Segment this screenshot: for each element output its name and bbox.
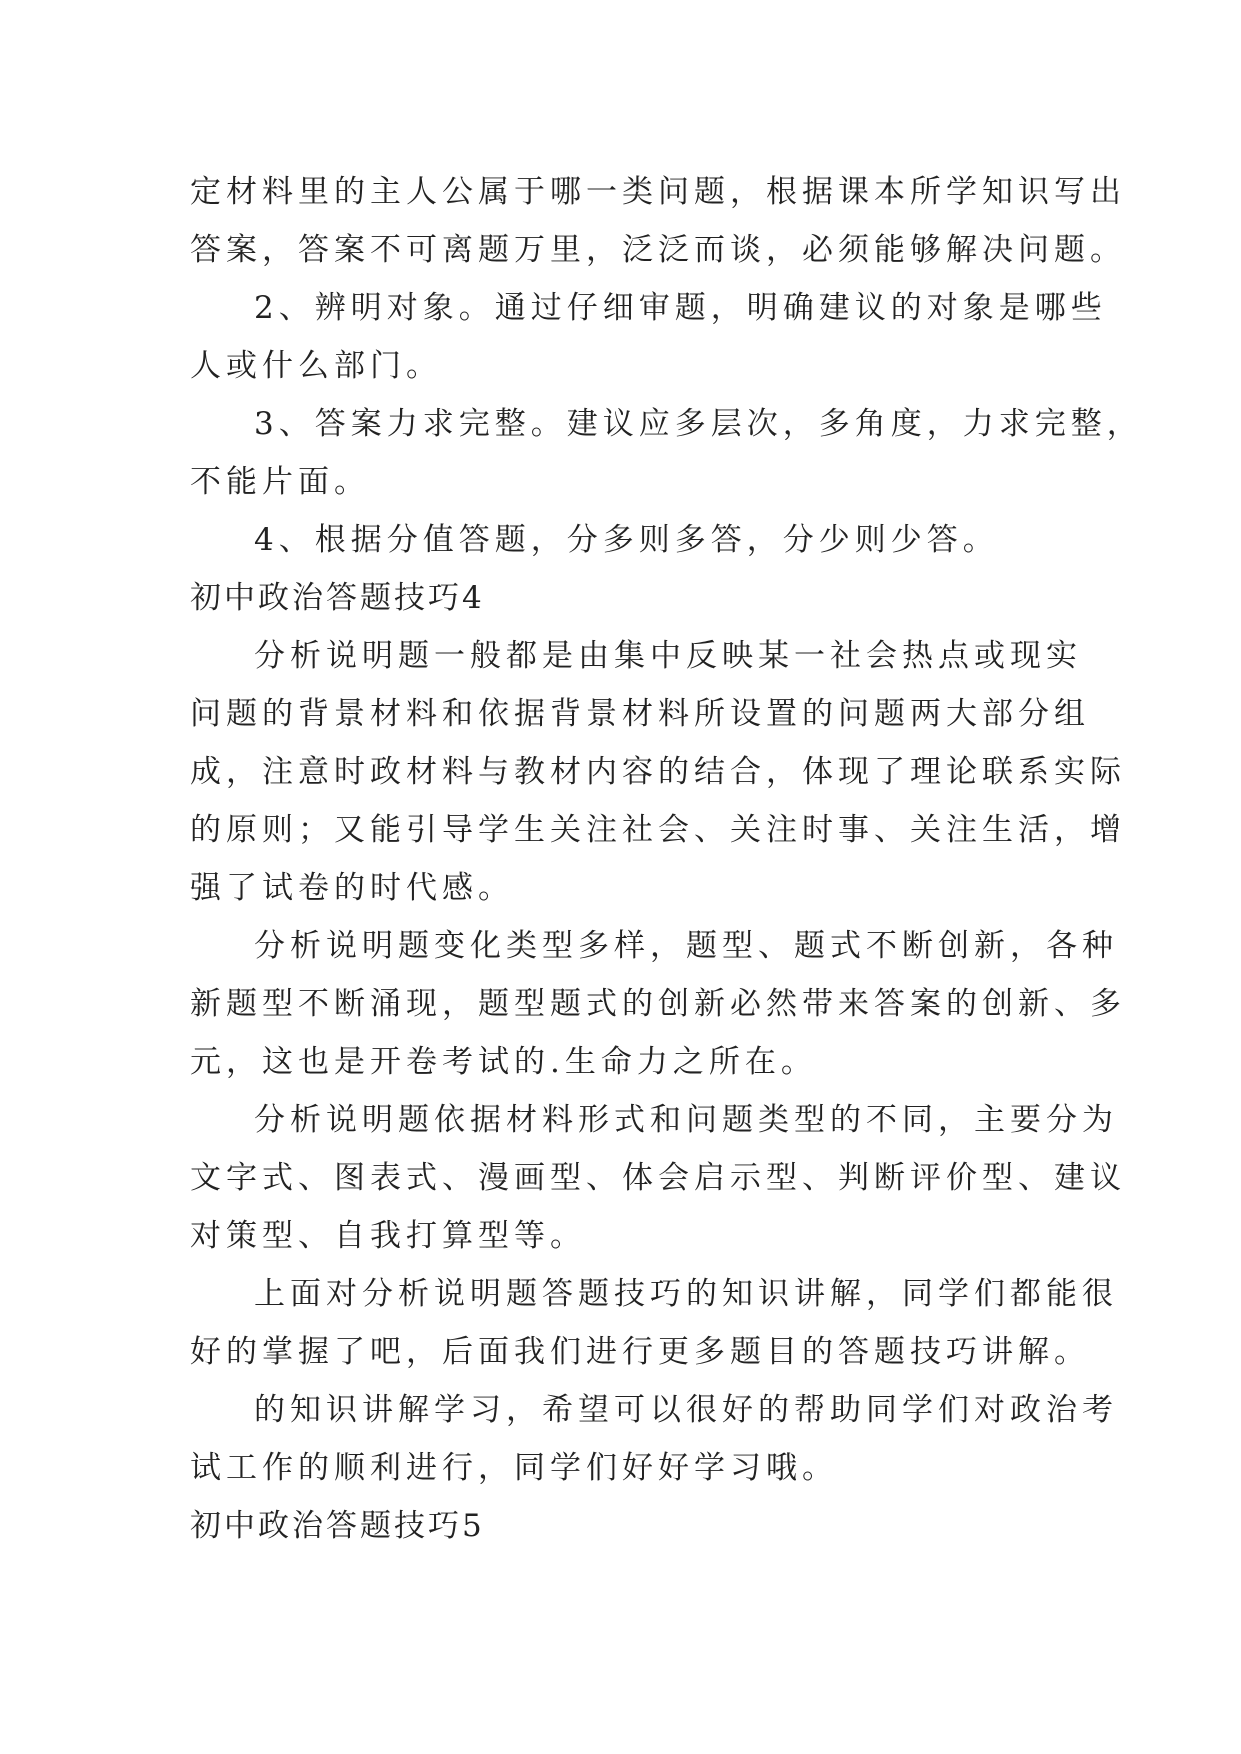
section-heading: 初中政治答题技巧4	[190, 580, 485, 616]
paragraph-line: 定材料里的主人公属于哪一类问题，根据课本所学知识写出	[190, 174, 1126, 210]
paragraph-line: 好的掌握了吧，后面我们进行更多题目的答题技巧讲解。	[190, 1334, 1090, 1370]
paragraph-line: 的原则；又能引导学生关注社会、关注时事、关注生活，增	[190, 812, 1126, 848]
document-body	[190, 163, 1143, 1555]
paragraph-line: 文字式、图表式、漫画型、体会启示型、判断评价型、建议	[190, 1160, 1126, 1196]
paragraph-line: 元，这也是开卷考试的.生命力之所在。	[190, 1044, 817, 1080]
paragraph-line: 4、根据分值答题，分多则多答，分少则少答。	[254, 522, 999, 558]
paragraph-line: 分析说明题一般都是由集中反映某一社会热点或现实	[254, 638, 1082, 674]
paragraph-line: 2、辨明对象。通过仔细审题，明确建议的对象是哪些	[254, 290, 1107, 326]
paragraph-line: 新题型不断涌现，题型题式的创新必然带来答案的创新、多	[190, 986, 1126, 1022]
paragraph-line: 对策型、自我打算型等。	[190, 1218, 586, 1254]
paragraph-line: 分析说明题依据材料形式和问题类型的不同，主要分为	[254, 1102, 1118, 1138]
paragraph-line: 上面对分析说明题答题技巧的知识讲解，同学们都能很	[254, 1276, 1118, 1312]
paragraph-line: 3、答案力求完整。建议应多层次，多角度，力求完整，	[254, 406, 1143, 442]
section-heading: 初中政治答题技巧5	[190, 1508, 485, 1544]
paragraph-line: 强了试卷的时代感。	[190, 870, 514, 906]
paragraph-line: 的知识讲解学习，希望可以很好的帮助同学们对政治考	[254, 1392, 1118, 1428]
paragraph-line: 问题的背景材料和依据背景材料所设置的问题两大部分组	[190, 696, 1090, 732]
paragraph-line: 成，注意时政材料与教材内容的结合，体现了理论联系实际	[190, 754, 1126, 790]
paragraph-line: 试工作的顺利进行，同学们好好学习哦。	[190, 1450, 838, 1486]
paragraph-line: 人或什么部门。	[190, 348, 442, 384]
paragraph-line: 分析说明题变化类型多样，题型、题式不断创新，各种	[254, 928, 1118, 964]
paragraph-line: 答案，答案不可离题万里，泛泛而谈，必须能够解决问题。	[190, 232, 1126, 268]
paragraph-line: 不能片面。	[190, 464, 370, 500]
